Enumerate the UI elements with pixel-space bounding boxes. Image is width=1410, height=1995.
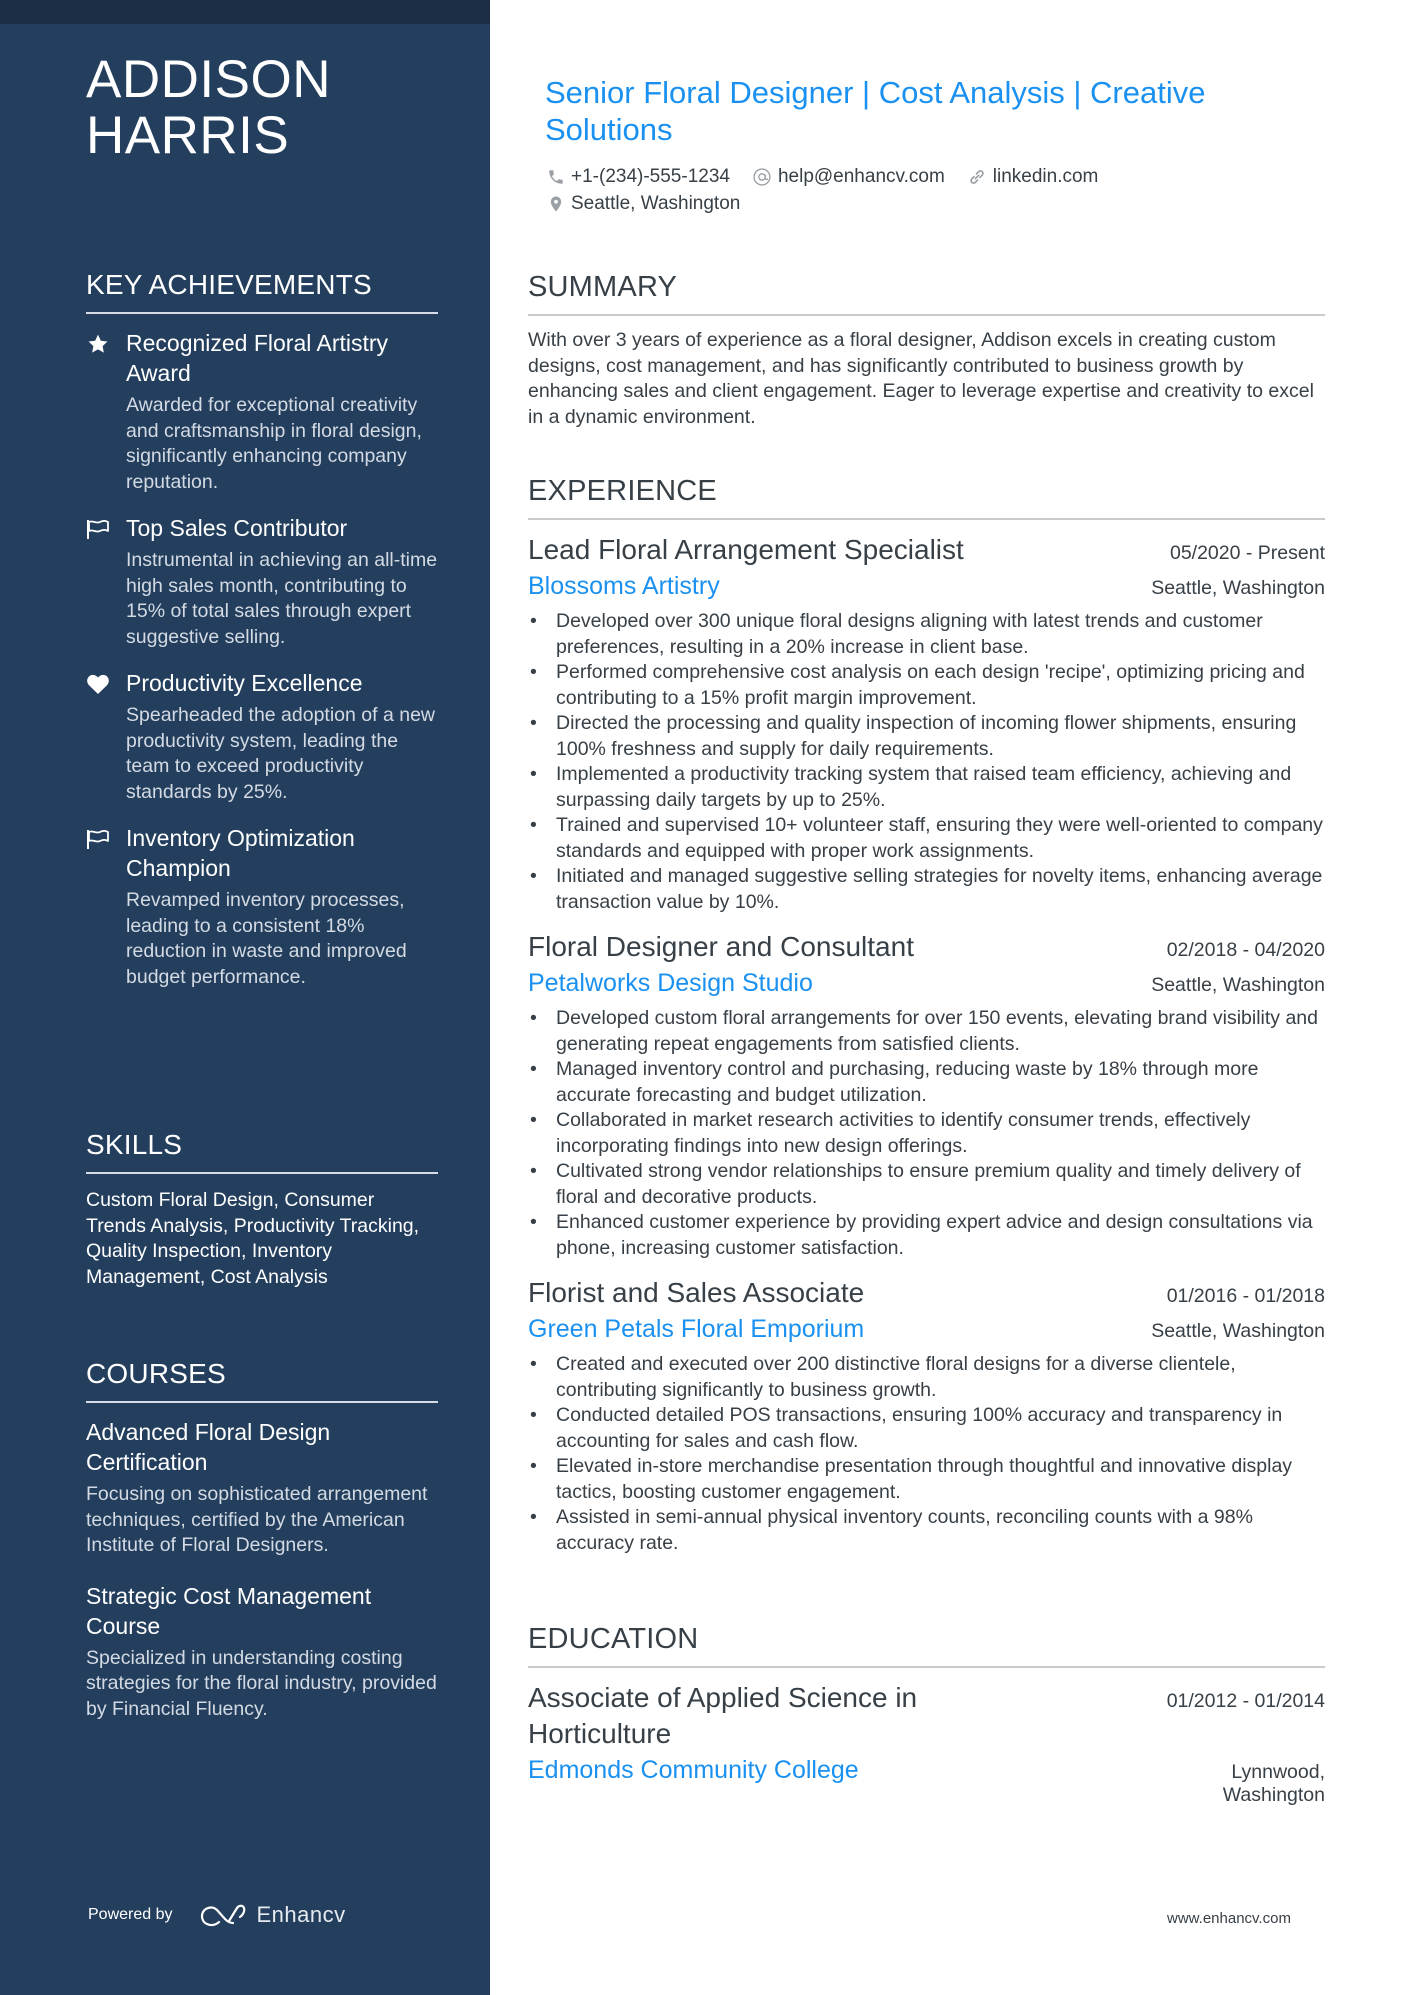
experience-title: EXPERIENCE [528,475,717,507]
powered-by-label: Powered by [88,1906,173,1923]
company-name: Blossoms Artistry [528,572,720,600]
flag-icon [86,517,110,541]
contact-phone[interactable] [547,166,730,188]
experience-section [528,474,1325,1570]
at-icon [752,167,772,187]
achievement-item [86,328,438,495]
achievements-title: KEY ACHIEVEMENTS [86,269,372,300]
achievement-description: Instrumental in achieving an all-time high sales month, contributing to 15% of total sales through expert suggestive selling. [126,549,438,648]
bullet: • Cultivated strong vendor relationships to ensure premium quality and timely delivery of floral and decorative products. [528,1159,1325,1210]
contact-location [547,193,740,215]
divider [528,518,1325,520]
bullet: • Collaborated in market research activities to identify consumer trends, effectively incorporating findings into new design offerings. [528,1108,1325,1159]
achievement-title: Productivity Excellence [126,670,363,696]
degree-title: Associate of Applied Science in Horticulture [528,1682,918,1749]
website-text: linkedin.com [992,165,1099,187]
job-entry [528,532,1325,915]
link-icon [967,167,987,187]
achievement-description: Spearheaded the adoption of a new productivity system, leading the team to exceed productivity standards by 25%. [126,704,436,803]
achievement-description: Awarded for exceptional creativity and craftsmanship in floral design, significantly enhancing company reputation. [126,394,422,493]
top-strip [0,0,490,24]
education-location: Lynnwood, Washington [1222,1761,1325,1806]
achievement-title: Recognized Floral Artistry Award [126,330,389,386]
bullet: • Created and executed over 200 distinctive floral designs for a diverse clientele, contributing significantly to business growth. [528,1352,1325,1403]
summary-section [528,270,1325,430]
job-location: Seattle, Washington [1151,974,1325,996]
flag-icon [86,827,110,851]
bullet: • Elevated in-store merchandise presentation through thoughtful and innovative display tactics, boosting customer engagement. [528,1454,1325,1505]
phone-icon [547,168,565,186]
location-text: Seattle, Washington [571,192,741,214]
skills-list: Custom Floral Design, Consumer Trends Analysis, Productivity Tracking, Quality Inspection, Inventory Management, Cost Analysis [86,1189,420,1288]
achievements-section [86,268,438,1008]
achievement-title: Top Sales Contributor [126,515,348,541]
contact-website[interactable] [967,166,1099,188]
bullet: • Trained and supervised 10+ volunteer staff, ensuring they were well-oriented to company standards and equipped with proper work assignments. [528,813,1325,864]
job-location: Seattle, Washington [1151,1320,1325,1342]
course-title: Strategic Cost Management Course [86,1582,372,1639]
location-pin-icon [547,194,565,214]
powered-by [88,1902,346,1928]
divider [86,1401,438,1403]
enhancv-wordmark: Enhancv [256,1902,346,1927]
education-dates: 01/2012 - 01/2014 [1166,1690,1325,1712]
courses-title: COURSES [86,1358,226,1389]
achievement-title: Inventory Optimization Champion [126,825,355,881]
bullet: • Developed custom floral arrangements for over 150 events, elevating brand visibility and generating repeat engagements from satisfied clients. [528,1006,1325,1057]
summary-text: With over 3 years of experience as a floral designer, Addison excels in creating custom designs, cost management, and has significantly contributed to business growth by enhancing sales and client engagement. Eager to leverage expertise and creativity to excel in a dynamic environment. [528,329,1314,428]
bullet: • Enhanced customer experience by providing expert advice and design consultations via phone, increasing customer satisfaction. [528,1210,1325,1261]
bullet: • Performed comprehensive cost analysis on each design 'recipe', optimizing pricing and contributing to a 15% profit margin improvement. [528,660,1325,711]
achievement-item [86,823,438,990]
bullet: • Directed the processing and quality inspection of incoming flower shipments, ensuring 100% freshness and supply for daily requirements. [528,711,1325,762]
name-first: ADDISON [86,50,331,109]
achievement-item [86,513,438,650]
headline: Senior Floral Designer | Cost Analysis | Creative Solutions [545,75,1206,147]
job-title: Lead Floral Arrangement Specialist [528,534,964,565]
job-dates: 05/2020 - Present [1169,542,1325,564]
education-title: EDUCATION [528,1623,699,1655]
job-bullets [528,1352,1325,1556]
company-name: Green Petals Floral Emporium [528,1315,865,1343]
education-section [528,1622,1325,1821]
education-entry [528,1680,1325,1807]
achievement-description: Revamped inventory processes, leading to a consistent 18% reduction in waste and improved budget performance. [126,889,407,988]
skills-section [86,1128,438,1290]
divider [86,1172,438,1174]
bullet: • Conducted detailed POS transactions, ensuring 100% accuracy and transparency in accounting for sales and cash flow. [528,1403,1325,1454]
course-item [86,1581,438,1723]
job-title: Floral Designer and Consultant [528,931,914,962]
heart-icon [86,672,110,696]
course-title: Advanced Floral Design Certification [86,1419,331,1475]
enhancv-logo[interactable] [199,1902,346,1928]
course-item [86,1417,438,1559]
job-location: Seattle, Washington [1151,577,1325,599]
job-title: Florist and Sales Associate [528,1277,865,1308]
achievement-item [86,668,438,805]
contact-info [547,163,1307,217]
bullet: • Implemented a productivity tracking system that raised team efficiency, achieving and surpassing daily targets by up to 25%. [528,762,1325,813]
bullet: • Initiated and managed suggestive selling strategies for novelty items, enhancing average transaction value by 10%. [528,864,1325,915]
bullet: • Managed inventory control and purchasing, reducing waste by 18% through more accurate forecasting and budget utilization. [528,1057,1325,1108]
job-entry [528,929,1325,1261]
divider [86,312,438,314]
job-dates: 01/2016 - 01/2018 [1166,1285,1325,1307]
job-bullets [528,1006,1325,1261]
divider [528,1666,1325,1668]
job-entry [528,1275,1325,1556]
bullet: • Assisted in semi-annual physical inventory counts, reconciling counts with a 98% accuracy rate. [528,1505,1325,1556]
course-description: Focusing on sophisticated arrangement techniques, certified by the American Institute of Floral Designers. [86,1483,428,1556]
star-icon [86,332,110,356]
email-text: help@enhancv.com [777,165,945,187]
course-description: Specialized in understanding costing strategies for the floral industry, provided by Financial Fluency. [86,1646,437,1720]
enhancv-logo-icon [199,1902,247,1928]
candidate-name [86,52,331,164]
name-last: HARRIS [86,106,290,165]
job-bullets [528,609,1325,915]
divider [528,314,1325,316]
company-name: Petalworks Design Studio [528,969,813,997]
phone-text: +1-(234)-555-1234 [571,165,730,187]
contact-email[interactable] [752,166,945,188]
footer-url[interactable]: www.enhancv.com [1167,1910,1291,1927]
courses-section [86,1357,438,1744]
job-dates: 02/2018 - 04/2020 [1166,939,1325,961]
summary-title: SUMMARY [528,271,678,303]
skills-title: SKILLS [86,1129,183,1160]
school-name: Edmonds Community College [528,1756,859,1784]
bullet: • Developed over 300 unique floral designs aligning with latest trends and customer preferences, resulting in a 20% increase in client base. [528,609,1325,660]
